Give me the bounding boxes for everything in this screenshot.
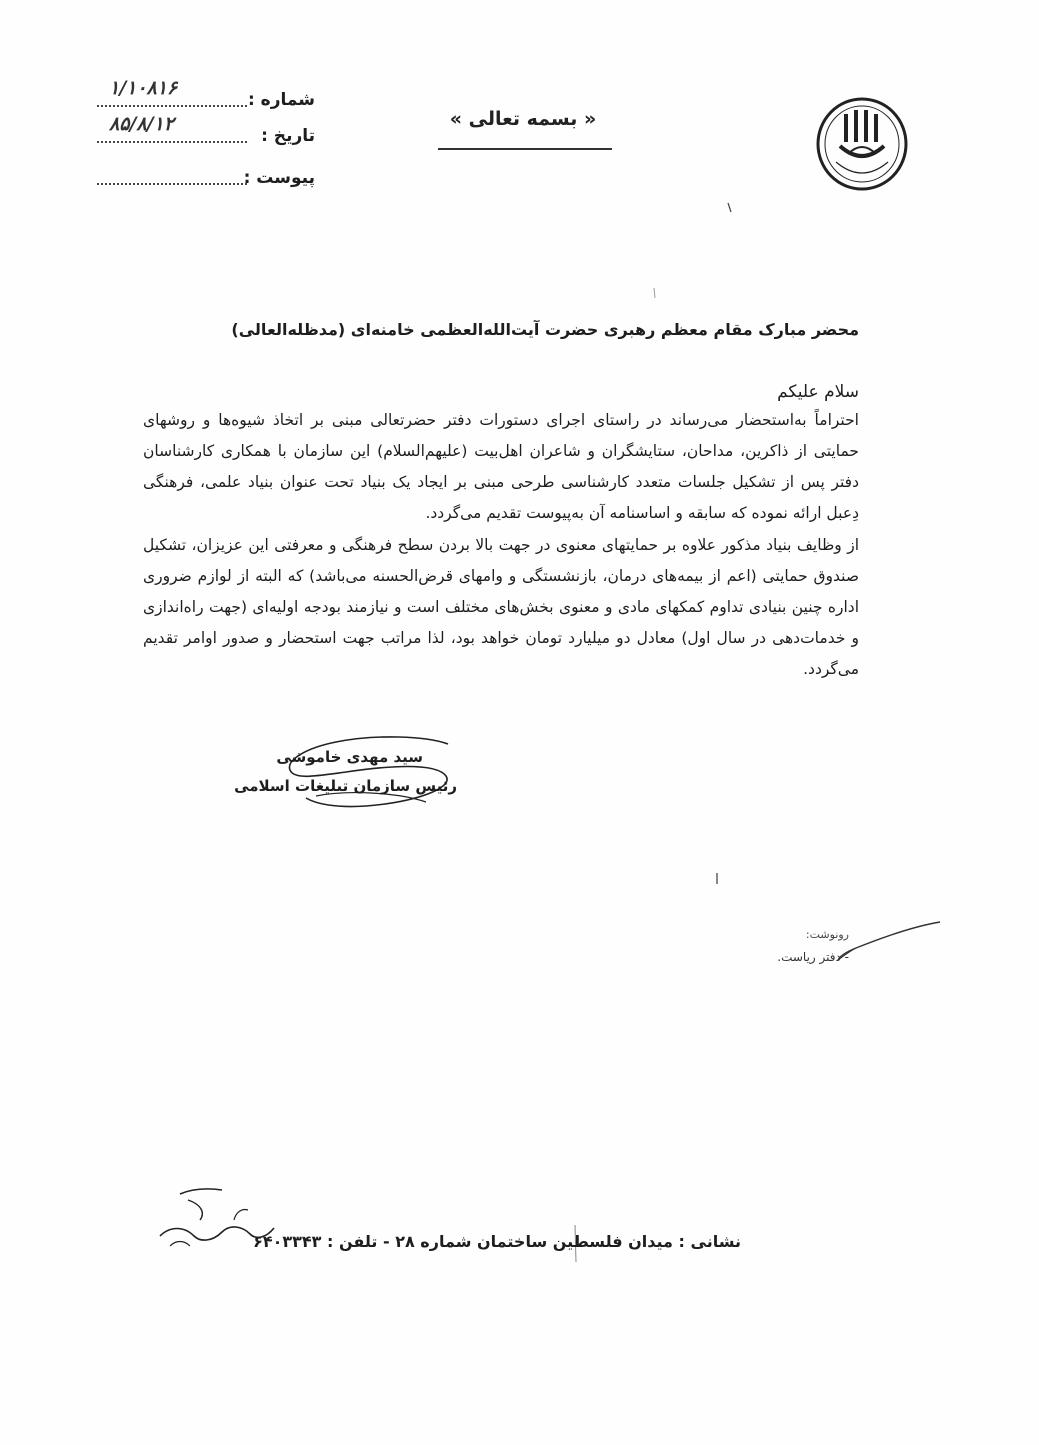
salutation: سلام علیکم (777, 382, 859, 402)
copy-to-label: رونوشت: (805, 928, 849, 941)
signatory-title: رئیس سازمان تبلیغات اسلامی (234, 777, 457, 795)
body-paragraph-2: از وظایف بنیاد مذکور علاوه بر حمایتهای معنوی در جهت بالا بردن سطح فرهنگی و معرفتی این عزیزان، تشکیل صندوق حمایتی (اعم از بیمه‌های درمان، بازنشستگی و وامهای قرض‌الحسنه می‌باشد) که البته از لوازم ضروری اداره چنین بنیادی تداوم کمکهای مادی و معنوی بخش‌های مختلف است و نیازمند بودجه اولیه‌ای (جهت راه‌اندازی و خدمات‌دهی در سال اول) معادل دو میلیارد تومان خواهد بود، لذا مراتب جهت استحضار و صدور اوامر تقدیم می‌گردد. (143, 536, 859, 678)
number-value: ۱/۱۰۸۱۶ (109, 77, 178, 99)
number-label: شماره : (247, 90, 315, 110)
date-value: ۸۵/۸/۱۲ (109, 113, 174, 135)
addressee: محضر مبارک مقام معظم رهبری حضرت آیت‌الله‌العظمی خامنه‌ای (مدظله‌العالی) (231, 320, 859, 339)
footer-handwritten-note (150, 1180, 280, 1260)
number-row (97, 77, 315, 112)
invocation-underline (438, 148, 612, 150)
organization-logo (814, 96, 910, 192)
date-field (97, 113, 247, 143)
attachment-label: پیوست : (243, 168, 315, 188)
copy-to-hand-stroke (836, 916, 946, 966)
body-paragraph-1: احتراماً به‌استحضار می‌رساند در راستای اجرای دستورات دفتر حضرتعالی مبنی بر اتخاذ شیوه‌ها و روشهای حمایتی از ذاکرین، مداحان، ستایشگران و شاعران اهل‌بیت (علیهم‌السلام) این سازمان با همکاری کارشناسان دفتر پس از تشکیل جلسات متعدد کارشناسی طرحی مبنی بر ایجاد یک بنیاد تحت عنوان بنیاد علمی، فرهنگی دِعبل ارائه نموده که سابقه و اساسنامه آن به‌پیوست تقدیم می‌گردد. (143, 411, 859, 522)
attachment-row (97, 166, 315, 190)
number-field (97, 77, 247, 107)
date-row (97, 113, 315, 148)
copy-to-item: - دفتر ریاست. (777, 950, 849, 964)
signatory-name: سید مهدی خاموشی (276, 748, 423, 766)
date-label: تاریخ : (261, 126, 315, 146)
invocation-heading: « بسمه تعالی » (449, 108, 597, 130)
footer-address: نشانی : میدان فلسطین ساختمان شماره ۲۸ - تلفن : ۶۴۰۳۳۴۳ (253, 1232, 741, 1251)
attachment-field (97, 171, 247, 185)
